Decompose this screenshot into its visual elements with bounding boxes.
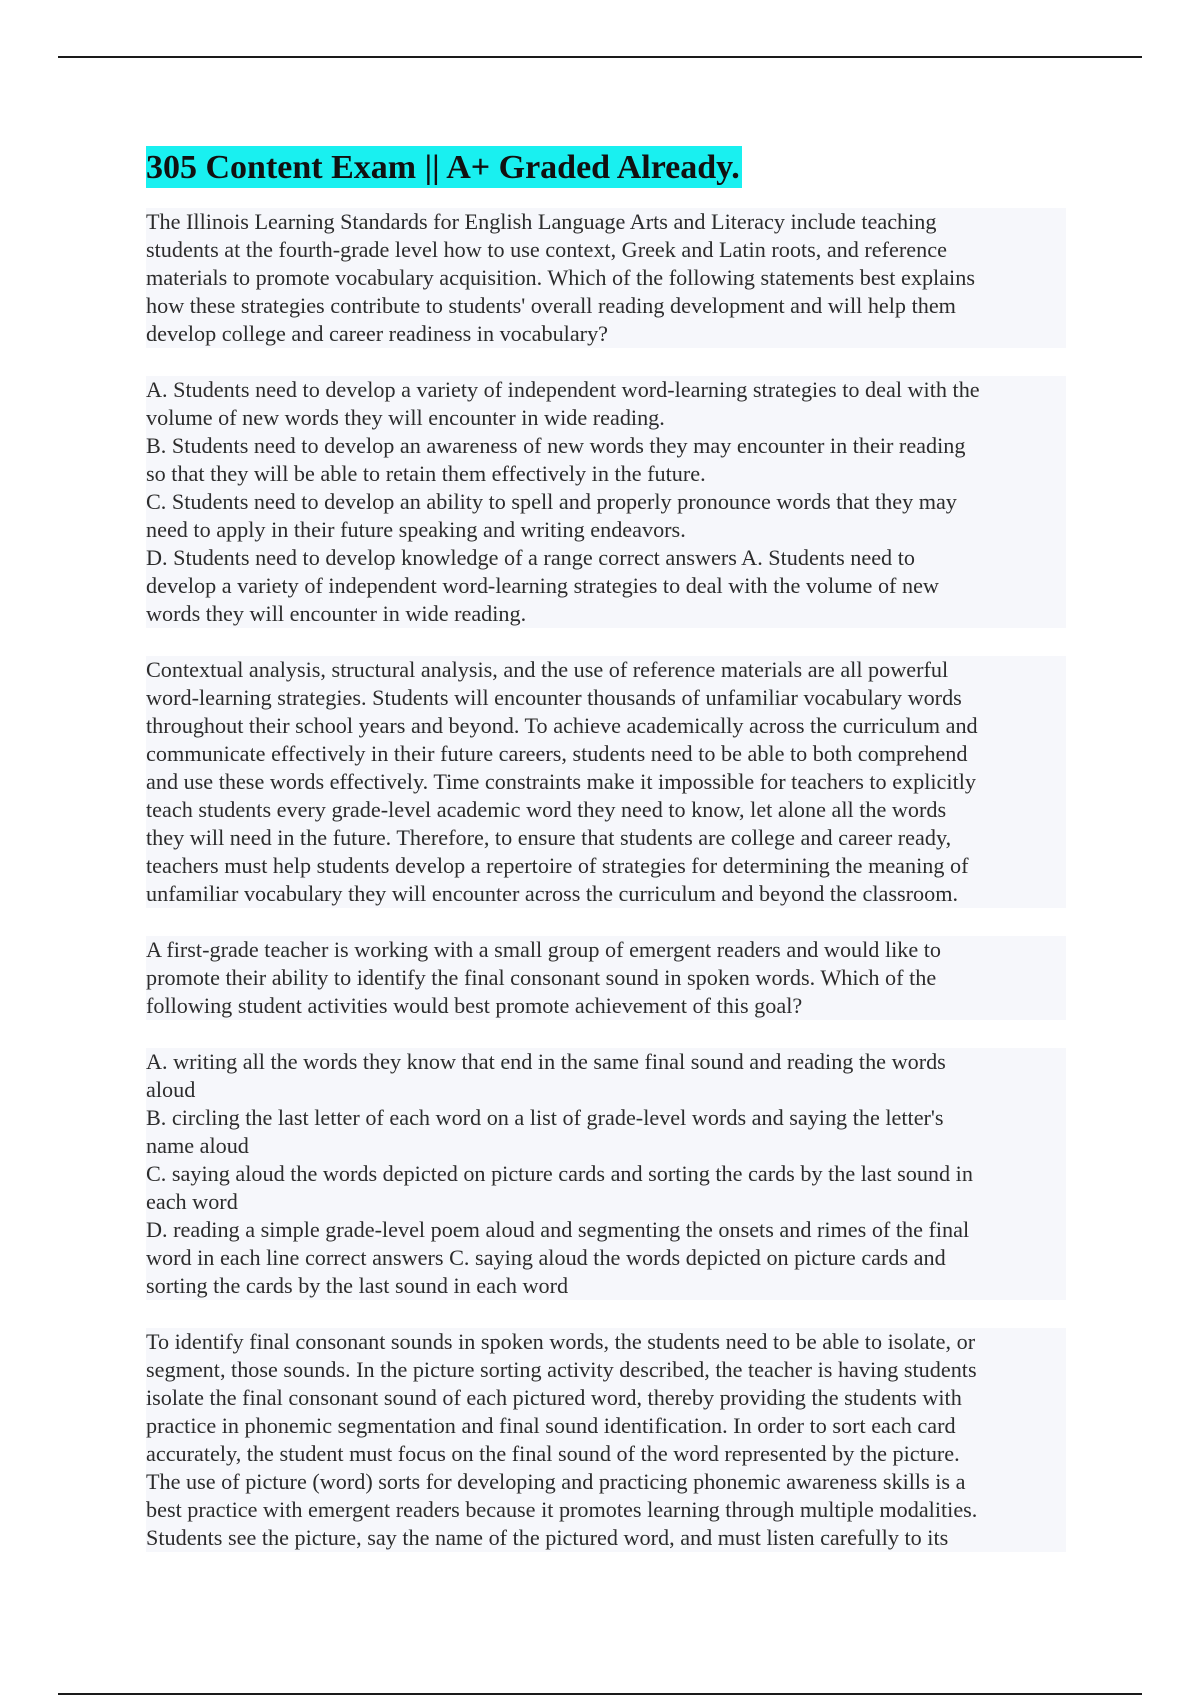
question-2-options: [146, 1048, 1066, 1300]
document-content: [146, 146, 1066, 1580]
option-line: B. circling the last letter of each word on a list of grade-level words and saying the letter's: [146, 1105, 944, 1130]
explanation-line: unfamiliar vocabulary they will encounter across the curriculum and beyond the classroom.: [146, 881, 959, 906]
option-line: name aloud: [146, 1133, 249, 1158]
option-line: volume of new words they will encounter in wide reading.: [146, 405, 665, 430]
option-line: develop a variety of independent word-learning strategies to deal with the volume of new: [146, 573, 939, 598]
explanation-line: isolate the final consonant sound of each pictured word, thereby providing the students with: [146, 1385, 962, 1410]
question-1-stem-line: materials to promote vocabulary acquisition. Which of the following statements best explains: [146, 265, 975, 290]
explanation-line: throughout their school years and beyond. To achieve academically across the curriculum and: [146, 713, 978, 738]
explanation-line: Contextual analysis, structural analysis, and the use of reference materials are all powerful: [146, 657, 949, 682]
question-2-stem: [146, 936, 1066, 1020]
question-1-option-a: [146, 376, 1066, 432]
option-line: words they will encounter in wide reading.: [146, 601, 527, 626]
question-2-stem-line: promote their ability to identify the final consonant sound in spoken words. Which of the: [146, 965, 937, 990]
explanation-line: they will need in the future. Therefore, to ensure that students are college and career ready,: [146, 825, 952, 850]
question-2-option-b: [146, 1104, 1066, 1160]
explanation-line: The use of picture (word) sorts for developing and practicing phonemic awareness skills is a: [146, 1469, 966, 1494]
question-1-stem: [146, 208, 1066, 348]
explanation-line: segment, those sounds. In the picture sorting activity described, the teacher is having students: [146, 1357, 977, 1382]
explanation-line: practice in phonemic segmentation and final sound identification. In order to sort each card: [146, 1413, 956, 1438]
question-2-option-c: [146, 1160, 1066, 1216]
explanation-line: To identify final consonant sounds in spoken words, the students need to be able to isolate, or: [146, 1329, 976, 1354]
explanation-line: accurately, the student must focus on the final sound of the word represented by the picture.: [146, 1441, 960, 1466]
question-2-stem-line: A first-grade teacher is working with a small group of emergent readers and would like to: [146, 937, 942, 962]
bottom-rule: [58, 1693, 1142, 1695]
option-line: B. Students need to develop an awareness of new words they may encounter in their reading: [146, 433, 966, 458]
question-1-stem-line: The Illinois Learning Standards for English Language Arts and Literacy include teaching: [146, 209, 937, 234]
question-1-stem-line: how these strategies contribute to students' overall reading development and will help them: [146, 293, 956, 318]
explanation-line: teachers must help students develop a repertoire of strategies for determining the meaning of: [146, 853, 969, 878]
option-line: so that they will be able to retain them effectively in the future.: [146, 461, 706, 486]
option-line: D. Students need to develop knowledge of a range correct answers A. Students need to: [146, 545, 915, 570]
option-line: D. reading a simple grade-level poem aloud and segmenting the onsets and rimes of the final: [146, 1217, 970, 1242]
question-1-explanation: [146, 656, 1066, 908]
top-rule: [58, 56, 1142, 58]
question-1-stem-line: students at the fourth-grade level how to use context, Greek and Latin roots, and reference: [146, 237, 947, 262]
explanation-line: Students see the picture, say the name of the pictured word, and must listen carefully to its: [146, 1525, 949, 1550]
question-1-option-d: [146, 544, 1066, 628]
option-line: A. writing all the words they know that end in the same final sound and reading the words: [146, 1049, 946, 1074]
question-1-stem-line: develop college and career readiness in vocabulary?: [146, 321, 609, 346]
option-line: C. Students need to develop an ability to spell and properly pronounce words that they may: [146, 489, 957, 514]
document-title: 305 Content Exam || A+ Graded Already.: [146, 146, 742, 188]
explanation-line: word-learning strategies. Students will encounter thousands of unfamiliar vocabulary words: [146, 685, 962, 710]
option-line: each word: [146, 1189, 238, 1214]
question-2-stem-line: following student activities would best promote achievement of this goal?: [146, 993, 803, 1018]
option-line: sorting the cards by the last sound in each word: [146, 1273, 569, 1298]
explanation-line: best practice with emergent readers because it promotes learning through multiple modalities.: [146, 1497, 978, 1522]
question-1-option-b: [146, 432, 1066, 488]
explanation-line: and use these words effectively. Time constraints make it impossible for teachers to explicitly: [146, 769, 976, 794]
explanation-line: communicate effectively in their future careers, students need to be able to both comprehend: [146, 741, 968, 766]
option-line: word in each line correct answers C. saying aloud the words depicted on picture cards and: [146, 1245, 946, 1270]
question-2-option-d: [146, 1216, 1066, 1300]
question-1-options: [146, 376, 1066, 628]
option-line: C. saying aloud the words depicted on picture cards and sorting the cards by the last sound in: [146, 1161, 973, 1186]
explanation-line: teach students every grade-level academic word they need to know, let alone all the words: [146, 797, 947, 822]
option-line: need to apply in their future speaking and writing endeavors.: [146, 517, 686, 542]
option-line: A. Students need to develop a variety of independent word-learning strategies to deal with the: [146, 377, 980, 402]
question-2-option-a: [146, 1048, 1066, 1104]
question-2-explanation: [146, 1328, 1066, 1552]
option-line: aloud: [146, 1077, 196, 1102]
question-1-option-c: [146, 488, 1066, 544]
